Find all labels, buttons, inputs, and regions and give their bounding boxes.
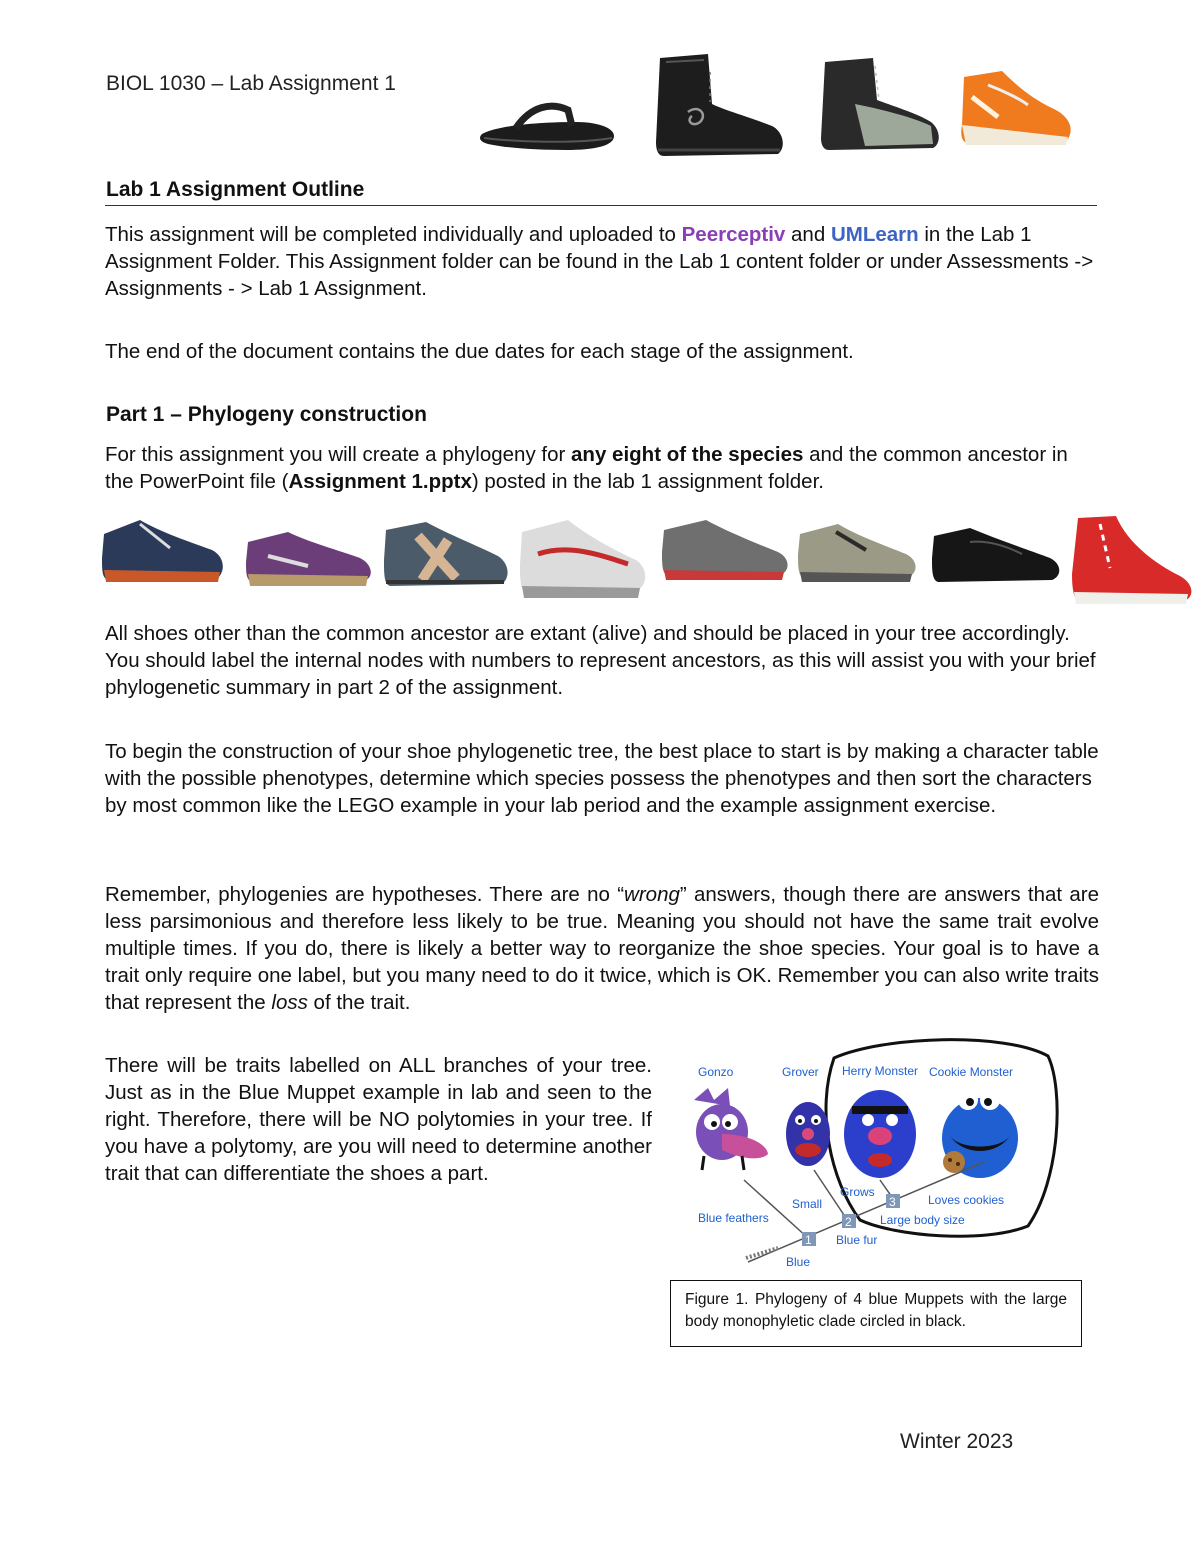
begin-paragraph: To begin the construction of your shoe phylogenetic tree, the best place to start is by making a character table with the possible phenotypes, determine which species possess the phenotypes and then sort the characters by most common like the LEGO example in your lab period and the example assignment exercise. (105, 740, 1099, 817)
intro-bold-species: any eight of the species (571, 443, 804, 466)
taxon-label-herry: Herry Monster (842, 1064, 919, 1078)
peerceptiv-link[interactable]: Peerceptiv (681, 223, 786, 246)
shoe-purple-skate-image (244, 526, 376, 592)
trait-blue-feathers: Blue feathers (698, 1211, 769, 1225)
outline-title: Lab 1 Assignment Outline (106, 178, 365, 201)
document-header: BIOL 1030 – Lab Assignment 1 (106, 72, 396, 95)
remember-text-3: of the trait. (307, 991, 411, 1014)
remember-text-1: Remember, phylogenies are hypotheses. There are no “ (105, 883, 625, 906)
due-dates-note: The end of the document contains the due dates for each stage of the assignment. (105, 340, 854, 363)
outline-text-1: This assignment will be completed individually and uploaded to (105, 223, 682, 246)
node-1-label: 1 (805, 1233, 812, 1247)
taxon-label-grover: Grover (782, 1065, 819, 1079)
taxon-label-gonzo: Gonzo (698, 1065, 734, 1079)
shoe-running-image (518, 514, 650, 606)
taxon-label-cookie: Cookie Monster (929, 1065, 1014, 1079)
outline-text-3: in the Lab 1 Assignment Folder. This Assignment folder can be found in the Lab 1 content folder or under Assessments -> Assignments - > Lab 1 Assignment. (105, 223, 1094, 300)
intro-text-1: For this assignment you will create a phylogeny for (105, 443, 572, 466)
shoe-navy-sneaker-image (100, 512, 228, 590)
remember-paragraph (105, 881, 1099, 1016)
shoe-red-hightop-image (1070, 514, 1198, 610)
figure-caption: Figure 1. Phylogeny of 4 blue Muppets with the large body monophyletic clade circled in black. (670, 1280, 1082, 1347)
muppet-phylogeny-figure (684, 1030, 1064, 1280)
trait-blue: Blue (786, 1255, 811, 1269)
node-2-label: 2 (845, 1215, 852, 1229)
remember-italic-wrong: wrong (624, 883, 680, 906)
title-rule (105, 205, 1097, 206)
remember-text-2: ” answers, though there are answers that are less parsimonious and therefore less likely to be true. Meaning you should not have the same trait evolve multiple times. If you do, there is likely a better way to reorganize the shoe species. Your goal is to have a trait only require one label, but you many need to do it twice, which is OK. Remember you can also write traits that represent the (105, 883, 1099, 1014)
extant-paragraph: All shoes other than the common ancestor are extant (alive) and should be placed in your tree accordingly. You should label the internal nodes with numbers to represent ancestors, as this will assist you with your brief phylogenetic summary in part 2 of the assignment. (105, 622, 1096, 699)
shoe-grey-red-image (660, 516, 792, 586)
sandal-image (476, 92, 618, 160)
umlearn-link[interactable]: UMLearn (830, 223, 919, 246)
grover-illustration (786, 1102, 830, 1166)
tree-trunk (748, 1162, 984, 1262)
intro-text-3: ) posted in the lab 1 assignment folder. (471, 470, 824, 493)
remember-italic-loss: loss (271, 991, 308, 1014)
shoe-light-grey-image (796, 518, 920, 588)
traits-paragraph: There will be traits labelled on ALL branches of your tree. Just as in the Blue Muppet example in lab and seen to the right. Therefore, there will be NO polytomies in your tree. If you have a polytomy, are you will need to determine another trait that can differentiate the shoes a part. (105, 1054, 652, 1185)
outline-paragraph (105, 221, 1099, 302)
trait-loves-cookies: Loves cookies (928, 1193, 1005, 1207)
trait-large-body: Large body size (880, 1213, 965, 1227)
trait-blue-fur: Blue fur (836, 1233, 878, 1247)
shoe-loafer-image (930, 520, 1062, 590)
gonzo-illustration (694, 1088, 768, 1170)
part1-title: Part 1 – Phylogeny construction (106, 403, 427, 426)
part1-intro (105, 441, 1099, 495)
orange-sneaker-image (958, 65, 1078, 153)
intro-text-2: and the common ancestor in the PowerPoint file ( (105, 443, 1068, 493)
shoe-velcro-image (382, 516, 512, 596)
intro-bold-file: Assignment 1.pptx (288, 470, 472, 493)
outline-text-2: and (785, 223, 831, 246)
node-3-label: 3 (889, 1195, 896, 1209)
grey-boot-image (815, 54, 945, 156)
black-boot-image (652, 52, 788, 164)
trait-small: Small (792, 1197, 823, 1211)
trait-grows: Grows (840, 1185, 875, 1199)
herry-monster-illustration (844, 1090, 916, 1178)
cookie-monster-illustration (942, 1090, 1018, 1178)
document-footer: Winter 2023 (900, 1430, 1014, 1453)
